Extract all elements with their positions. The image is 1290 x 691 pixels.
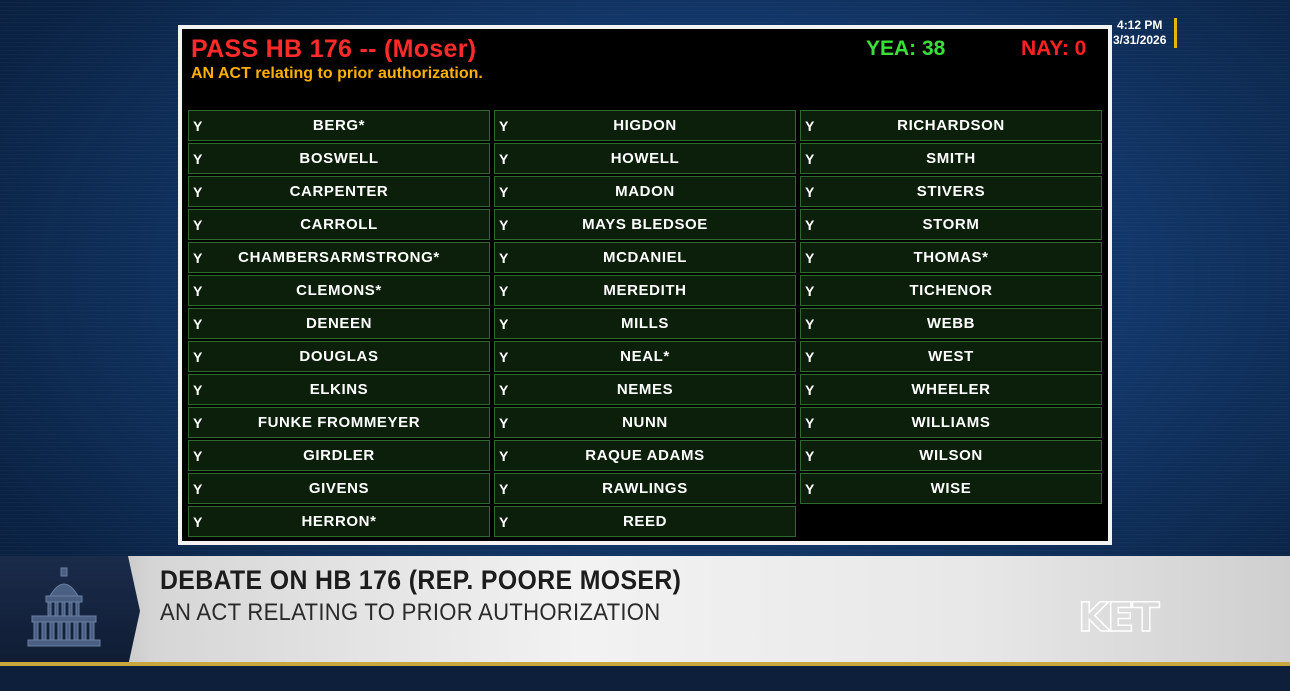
legislator-name: BERG* (312, 117, 366, 134)
vote-mark: Y (805, 414, 815, 431)
bill-description: AN ACT relating to prior authorization. (191, 65, 483, 82)
vote-mark: Y (499, 414, 509, 431)
vote-cell (800, 176, 1102, 207)
vote-mark: Y (193, 117, 203, 134)
vote-board (182, 29, 1108, 541)
legislator-name: MCDANIEL (603, 249, 687, 266)
vote-cell (494, 143, 796, 174)
legislator-name: MILLS (621, 315, 669, 332)
vote-mark: Y (499, 249, 509, 266)
vote-cell (188, 308, 490, 339)
vote-cell (188, 143, 490, 174)
vote-cell (800, 110, 1102, 141)
legislator-name: WISE (930, 480, 972, 497)
vote-mark: Y (193, 348, 203, 365)
legislator-name: SMITH (926, 150, 976, 167)
vote-cell (800, 209, 1102, 240)
vote-mark: Y (193, 480, 203, 497)
vote-cell (494, 308, 796, 339)
vote-cell (494, 407, 796, 438)
vote-mark: Y (499, 183, 509, 200)
legislator-name: GIVENS (308, 480, 370, 497)
vote-mark: Y (805, 216, 815, 233)
nay-count: NAY: 0 (1021, 37, 1087, 60)
vote-cell (188, 374, 490, 405)
vote-mark: Y (193, 183, 203, 200)
vote-mark: Y (805, 117, 815, 134)
legislator-name: THOMAS* (913, 249, 989, 266)
legislator-name: WEBB (926, 315, 976, 332)
vote-mark: Y (499, 315, 509, 332)
vote-mark: Y (805, 150, 815, 167)
legislator-name: STIVERS (916, 183, 986, 200)
lower-third-subtitle: AN ACT RELATING TO PRIOR AUTHORIZATION (160, 599, 661, 626)
vote-cell (800, 374, 1102, 405)
vote-mark: Y (193, 150, 203, 167)
vote-cell (494, 506, 796, 537)
vote-cell (800, 275, 1102, 306)
vote-mark: Y (193, 249, 203, 266)
legislator-name: STORM (922, 216, 980, 233)
legislator-name: RICHARDSON (897, 117, 1005, 134)
vote-mark: Y (805, 480, 815, 497)
capitol-dome-icon (24, 566, 104, 656)
vote-mark: Y (499, 480, 509, 497)
vote-mark: Y (805, 315, 815, 332)
vote-cell (188, 341, 490, 372)
legislator-name: DOUGLAS (299, 348, 379, 365)
vote-cell (494, 275, 796, 306)
legislator-name: CLEMONS* (296, 282, 382, 299)
vote-mark: Y (193, 381, 203, 398)
vote-cell (188, 407, 490, 438)
vote-cell (494, 176, 796, 207)
vote-mark: Y (499, 117, 509, 134)
legislator-name: WHEELER (911, 381, 991, 398)
yea-count: YEA: 38 (866, 37, 946, 60)
vote-cell (494, 341, 796, 372)
legislator-name: CARROLL (300, 216, 378, 233)
lower-third-title: DEBATE ON HB 176 (REP. POORE MOSER) (160, 565, 682, 595)
vote-cell (494, 209, 796, 240)
vote-mark: Y (499, 150, 509, 167)
timestamp (1113, 18, 1177, 48)
legislator-name: CARPENTER (289, 183, 389, 200)
bill-title: PASS HB 176 -- (Moser) (191, 35, 477, 63)
legislator-name: HIGDON (613, 117, 677, 134)
vote-cell (800, 143, 1102, 174)
legislator-name: FUNKE FROMMEYER (257, 414, 421, 431)
vote-mark: Y (499, 348, 509, 365)
vote-mark: Y (805, 282, 815, 299)
legislator-name: TICHENOR (909, 282, 993, 299)
capitol-panel (0, 556, 140, 666)
legislator-name: NUNN (622, 414, 668, 431)
legislator-name: BOSWELL (299, 150, 379, 167)
legislator-name: WILSON (919, 447, 983, 464)
vote-cell (494, 440, 796, 471)
vote-cell (188, 110, 490, 141)
vote-mark: Y (805, 381, 815, 398)
vote-mark: Y (805, 249, 815, 266)
vote-mark: Y (193, 513, 203, 530)
vote-mark: Y (193, 282, 203, 299)
vote-cell (800, 407, 1102, 438)
vote-cell (188, 506, 490, 537)
legislator-name: MADON (615, 183, 675, 200)
vote-cell (494, 473, 796, 504)
legislator-name: RAWLINGS (602, 480, 688, 497)
vote-cell (188, 176, 490, 207)
bottom-strip (0, 666, 1290, 691)
vote-cell (188, 473, 490, 504)
clock-date: 3/31/2026 (1113, 33, 1167, 47)
vote-board-frame (178, 25, 1112, 545)
vote-cell (800, 308, 1102, 339)
vote-mark: Y (193, 414, 203, 431)
vote-cell (494, 110, 796, 141)
legislator-name: WEST (928, 348, 974, 365)
vote-mark: Y (193, 216, 203, 233)
legislator-name: HOWELL (610, 150, 680, 167)
legislator-name: WILLIAMS (911, 414, 991, 431)
vote-mark: Y (499, 447, 509, 464)
legislator-name: MAYS BLEDSOE (582, 216, 708, 233)
vote-mark: Y (805, 183, 815, 200)
vote-mark: Y (499, 282, 509, 299)
vote-mark: Y (499, 513, 509, 530)
clock-time: 4:12 PM (1117, 18, 1163, 32)
legislator-name: GIRDLER (303, 447, 375, 464)
legislator-name: MEREDITH (603, 282, 687, 299)
vote-cell (800, 242, 1102, 273)
vote-mark: Y (805, 348, 815, 365)
vote-mark: Y (193, 315, 203, 332)
vote-cell (188, 209, 490, 240)
vote-cell (188, 275, 490, 306)
legislator-name: HERRON* (301, 513, 377, 530)
vote-cell (800, 473, 1102, 504)
legislator-name: NEMES (616, 381, 674, 398)
legislator-name: NEAL* (620, 348, 670, 365)
ket-logo: KET (1078, 595, 1158, 641)
vote-mark: Y (499, 381, 509, 398)
vote-cell (800, 440, 1102, 471)
vote-grid (188, 110, 1102, 537)
vote-cell (494, 242, 796, 273)
legislator-name: DENEEN (305, 315, 373, 332)
vote-mark: Y (193, 447, 203, 464)
legislator-name: RAQUE ADAMS (585, 447, 705, 464)
empty-cell (800, 506, 1102, 537)
vote-mark: Y (499, 216, 509, 233)
legislator-name: CHAMBERSARMSTRONG* (238, 249, 440, 266)
legislator-name: ELKINS (309, 381, 369, 398)
vote-cell (188, 440, 490, 471)
vote-cell (188, 242, 490, 273)
vote-cell (494, 374, 796, 405)
vote-cell (800, 341, 1102, 372)
legislator-name: REED (622, 513, 668, 530)
vote-mark: Y (805, 447, 815, 464)
